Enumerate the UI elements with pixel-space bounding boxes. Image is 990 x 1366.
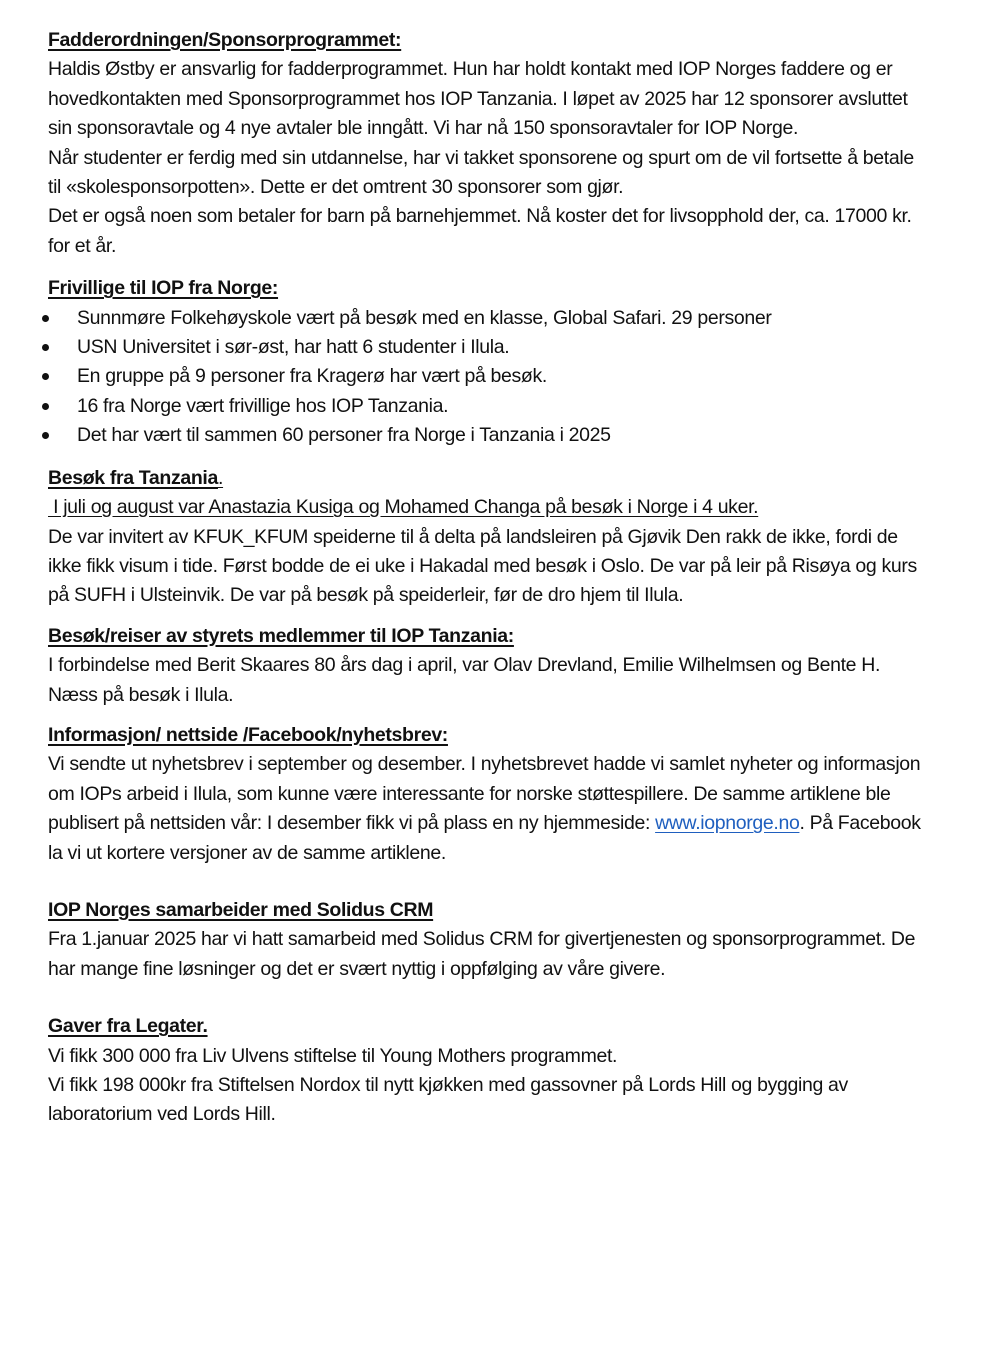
bullet-icon [42, 373, 49, 380]
section-heading-row [48, 464, 928, 493]
list-item [48, 392, 928, 421]
bullet-icon [42, 315, 49, 322]
document-page [48, 26, 928, 1130]
volunteer-list [48, 304, 928, 451]
underlined-paragraph: I juli og august var Anastazia Kusiga og Mohamed Changa på besøk i Norge i 4 uker. [48, 496, 759, 519]
paragraph-text: . På Facebook la vi ut kortere versjoner av de samme artiklene. [48, 812, 921, 864]
section-heading: Besøk/reiser av styrets medlemmer til IOP Tanzania: [48, 624, 514, 647]
section-crm [48, 896, 928, 984]
paragraph: Haldis Østby er ansvarlig for fadderprogrammet. Hun har holdt kontakt med IOP Norges faddere og er hovedkontakten med Sponsorprogrammet hos IOP Tanzania. I løpet av 2025 har 12 sponsorer avsluttet sin sponsoravtale og 4 nye avtaler ble inngått. Vi har nå 150 sponsoravtaler for IOP Norge. [48, 58, 908, 140]
list-item [48, 333, 928, 362]
section-heading: Frivillige til IOP fra Norge: [48, 277, 279, 300]
list-item-text: 16 fra Norge vært frivillige hos IOP Tanzania. [77, 394, 449, 417]
section-visit-from-tanzania [48, 464, 928, 611]
paragraph: Fra 1.januar 2025 har vi hatt samarbeid med Solidus CRM for givertjenesten og sponsorprogrammet. De har mange fine løsninger og det er svært nyttig i oppfølging av våre givere. [48, 928, 916, 980]
list-item-text: USN Universitet i sør-øst, har hatt 6 studenter i Ilula. [77, 336, 510, 359]
paragraph: Vi fikk 300 000 fra Liv Ulvens stiftelse til Young Mothers programmet. [48, 1044, 618, 1067]
paragraph: Når studenter er ferdig med sin utdannelse, har vi takket sponsorene og spurt om de vil fortsette å betale til «skolesponsorpotten». Dette er det omtrent 30 sponsorer som gjør. [48, 146, 914, 199]
list-item [48, 421, 928, 450]
bullet-icon [42, 403, 49, 410]
section-sponsor-program [48, 26, 928, 261]
section-heading: IOP Norges samarbeider med Solidus CRM [48, 898, 434, 921]
section-heading: Informasjon/ nettside /Facebook/nyhetsbrev: [48, 723, 448, 746]
paragraph-text: Vi sendte ut nyhetsbrev i september og desember. I nyhetsbrevet hadde vi samlet nyheter og informasjon om IOPs arbeid i Ilula, som kunne være interessante for norske støttespillere. De samme artiklene ble publisert på nettsiden vår: I desember fikk vi på plass en ny hjemmeside: [48, 753, 921, 835]
section-heading: Besøk fra Tanzania [48, 466, 218, 489]
section-board-visits [48, 622, 928, 710]
paragraph [48, 750, 928, 868]
website-link[interactable]: www.iopnorge.no [655, 812, 800, 835]
section-heading: Gaver fra Legater. [48, 1015, 208, 1038]
section-heading: Fadderordningen/Sponsorprogrammet: [48, 29, 402, 51]
list-item [48, 304, 928, 333]
list-item-text: En gruppe på 9 personer fra Kragerø har vært på besøk. [77, 365, 547, 388]
heading-suffix: . [217, 466, 224, 489]
list-item-text: Sunnmøre Folkehøyskole vært på besøk med en klasse, Global Safari. 29 personer [77, 306, 772, 329]
list-item-text: Det har vært til sammen 60 personer fra Norge i Tanzania i 2025 [77, 424, 611, 447]
paragraph: Det er også noen som betaler for barn på barnehjemmet. Nå koster det for livsopphold der, ca. 17000 kr. for et år. [48, 205, 912, 257]
section-information [48, 721, 928, 868]
bullet-icon [42, 344, 49, 351]
bullet-icon [42, 432, 49, 439]
paragraph: De var invitert av KFUK_KFUM speiderne til å delta på landsleiren på Gjøvik Den rakk de ikke, fordi de ikke fikk visum i tide. Først bodde de ei uke i Hakadal med besøk i Oslo. De var på leir på Risøya og kurs på SUFH i Ulsteinvik. De var på besøk på speiderleir, før de dro hjem til Ilula. [48, 525, 917, 607]
paragraph: Vi fikk 198 000kr fra Stiftelsen Nordox til nytt kjøkken med gassovner på Lords Hill og bygging av laboratorium ved Lords Hill. [48, 1074, 848, 1126]
section-grants [48, 1012, 928, 1130]
list-item [48, 362, 928, 391]
section-volunteers [48, 274, 928, 450]
paragraph: I forbindelse med Berit Skaares 80 års dag i april, var Olav Drevland, Emilie Wilhelmsen og Bente H. Næss på besøk i Ilula. [48, 654, 881, 706]
